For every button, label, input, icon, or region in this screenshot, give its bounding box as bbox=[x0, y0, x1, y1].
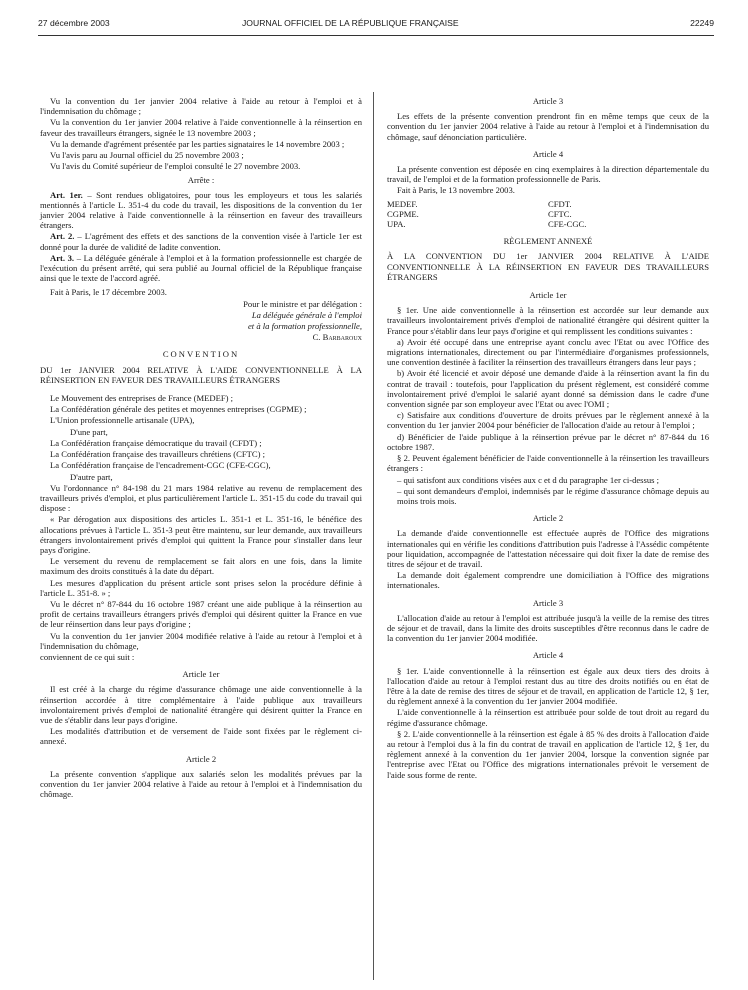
paragraph: La présente convention est déposée en cinq exemplaires à la direction départementale du travail, de l'emploi et de la formation professionnelle de Paris. bbox=[387, 164, 709, 185]
paragraph: L'Union professionnelle artisanale (UPA), bbox=[50, 415, 195, 426]
paragraph: § 1er. Une aide conventionnelle à la réinsertion est accordée sur leur demande aux travailleurs involontairement privés d'emploi de nationalité étrangère qui désirent quitter la France pour s'établir dans leur pays d'origine et qui remplissent les conditions suivantes : bbox=[387, 305, 709, 336]
header-journal-title: JOURNAL OFFICIEL DE LA RÉPUBLIQUE FRANÇAISE bbox=[242, 18, 459, 28]
paragraph: L'aide conventionnelle à la réinsertion est attribuée pour solde de tout droit au regard du régime d'assurance chômage. bbox=[387, 707, 709, 728]
convention-title: CONVENTION bbox=[162, 349, 240, 360]
signatory: CFTC. bbox=[548, 208, 572, 219]
paragraph: § 2. Peuvent également bénéficier de l'aide conventionnelle à la réinsertion les travailleurs étrangers : bbox=[387, 453, 709, 474]
paragraph: La présente convention s'applique aux salariés selon les modalités prévues par la convention du 1er janvier 2004 relative à l'aide au retour à l'emploi et à l'indemnisation du chômage. bbox=[40, 768, 362, 800]
signatory: UPA. bbox=[387, 219, 406, 230]
paragraph: « Par dérogation aux dispositions des articles L. 351-1 et L. 351-16, le bénéfice des allocations prévues à l'article L. 351-3 peut être maintenu, sur leur demande, aux travailleurs étrangers involontairement privés d'emploi qui quittent la France pour s'installer dans leur pays d'origine. bbox=[40, 514, 362, 555]
paragraph: La Confédération française démocratique du travail (CFDT) ; bbox=[50, 437, 262, 448]
page-header bbox=[38, 18, 714, 32]
header-rule bbox=[38, 35, 714, 36]
paragraph: Les mesures d'application du présent article sont prises selon la procédure définie à l'article L. 351-8. » ; bbox=[40, 577, 362, 598]
paragraph: Les modalités d'attribution et de versement de l'aide sont fixées par le règlement ci-annexé. bbox=[40, 726, 362, 747]
article-heading: Article 4 bbox=[532, 148, 564, 159]
header-date: 27 décembre 2003 bbox=[38, 18, 110, 28]
fait-line: Fait à Paris, le 17 décembre 2003. bbox=[50, 287, 167, 298]
article-label: Art. 3. bbox=[50, 252, 75, 263]
paragraph: Il est créé à la charge du régime d'assurance chômage une aide conventionnelle à la réinsertion accordée à titre complémentaire à l'aide publique aux travailleurs involontairement privés d'emploi de nationalité étrangère qui désirent quitter la France en vue de s'établir dans leur pays d'origine. bbox=[40, 684, 362, 725]
signatory-name: C. Barbaroux bbox=[312, 332, 362, 343]
paragraph: Vu la demande d'agrément présentée par les parties signataires le 14 novembre 2003 ; bbox=[50, 138, 345, 149]
paragraph: Le versement du revenu de remplacement se fait alors en une fois, dans la limite maximum des droits constitués à la date du départ. bbox=[40, 556, 362, 577]
paragraph: Les effets de la présente convention prendront fin en même temps que ceux de la convention du 1er janvier 2004 relative à l'aide au retour à l'emploi et à l'indemnisation du chômage, sauf dénonciation particulière. bbox=[387, 111, 709, 142]
paragraph: § 1er. L'aide conventionnelle à la réinsertion est égale aux deux tiers des droits à l'allocation d'aide au retour à l'emploi restant dus au titre des droits notifiés ou en état de l'être à la date de remise des titres de séjour et de travail, en application de l'article 12, § 1er, du règlement annexé à la convention du 1er janvier 2004 modifiée. bbox=[387, 665, 709, 707]
paragraph: Vu l'ordonnance n° 84-198 du 21 mars 1984 relative au revenu de remplacement des travailleurs privés d'emploi, et plus particulièrement l'article L. 351-15 du code du travail qui dispose : bbox=[40, 482, 362, 514]
list-item: – qui satisfont aux conditions visées aux c et d du paragraphe 1er ci-dessus ; bbox=[397, 474, 660, 485]
article-1-decree bbox=[40, 190, 362, 231]
reglement-title: RÈGLEMENT ANNEXÉ bbox=[503, 236, 593, 247]
article-3-decree bbox=[40, 253, 362, 284]
signatories bbox=[387, 199, 709, 230]
paragraph: La Confédération française des travailleurs chrétiens (CFTC) ; bbox=[50, 449, 266, 460]
delegation-title: et à la formation professionnelle, bbox=[247, 321, 362, 332]
paragraph: D'une part, bbox=[70, 426, 108, 437]
signatory: CFDT. bbox=[548, 198, 572, 209]
paragraph: conviennent de ce qui suit : bbox=[40, 651, 135, 662]
paragraph: L'allocation d'aide au retour à l'emploi est attribuée jusqu'à la veille de la remise des titres de séjour et de travail, dans la limite des droits susceptibles d'être reconnus dans le cadre de la convention du 1er janvier 2004 modifiée. bbox=[387, 612, 709, 644]
delegation-line: Pour le ministre et par délégation : bbox=[243, 298, 362, 309]
paragraph: Vu la convention du 1er janvier 2004 relative à l'aide au retour à l'emploi et à l'indemnisation du chômage ; bbox=[40, 96, 362, 117]
dash-list bbox=[387, 475, 709, 507]
paragraph: Vu l'avis du Comité supérieur de l'emploi consulté le 27 novembre 2003. bbox=[50, 161, 301, 172]
article-heading: Article 4 bbox=[532, 650, 564, 661]
header-page-number: 22249 bbox=[690, 18, 714, 28]
paragraph: La Confédération française de l'encadrement-CGC (CFE-CGC), bbox=[50, 460, 271, 471]
article-2-decree bbox=[40, 231, 362, 251]
paragraph: La demande doit également comprendre une domiciliation à l'Office des migrations internationales. bbox=[387, 570, 709, 591]
paragraph: D'autre part, bbox=[70, 471, 113, 482]
paragraph: Vu la convention du 1er janvier 2004 relative à l'aide conventionnelle à la réinsertion en faveur des travailleurs étrangers, signée le 13 novembre 2003 ; bbox=[40, 117, 362, 138]
article-heading: Article 2 bbox=[185, 753, 217, 764]
convention-subtitle: DU 1er JANVIER 2004 RELATIVE À L'AIDE CONVENTIONNELLE À LA RÉINSERTION EN FAVEUR DES TRAVAILLEURS ÉTRANGERS bbox=[40, 364, 362, 385]
article-heading: Article 1er bbox=[529, 290, 567, 301]
paragraph: La demande d'aide conventionnelle est effectuée auprès de l'Office des migrations internationales qui en vérifie les conditions d'attribution puis l'adresse à l'Assédic compétente pour liquidation, accompagnée de l'attestation nécessaire qui doit fixer la date de remise des titres de séjour et de travail. bbox=[387, 528, 709, 569]
article-label: Art. 2. bbox=[50, 231, 75, 242]
paragraph: Vu l'avis paru au Journal officiel du 25 novembre 2003 ; bbox=[50, 150, 244, 161]
signatory: CFE-CGC. bbox=[548, 219, 587, 230]
column-divider bbox=[373, 92, 374, 980]
arrete-heading: Arrête : bbox=[187, 175, 215, 186]
article-label: Art. 1er. bbox=[50, 189, 83, 200]
article-heading: Article 3 bbox=[532, 597, 564, 608]
reglement-subtitle: À LA CONVENTION DU 1er JANVIER 2004 RELATIVE À L'AIDE CONVENTIONNELLE À LA RÉINSERTION EN FAVEUR DES TRAVAILLEURS ÉTRANGERS bbox=[387, 251, 709, 282]
paragraph: § 2. L'aide conventionnelle à la réinsertion est égale à 85 % des droits à l'allocation d'aide au retour à l'emploi dus à la fin du contrat de travail en application de l'article 12, § 1er, du règlement annexé à la convention du 1er janvier 2004, lorsque la convention signée par l'entreprise avec l'Etat ou l'Office des migrations internationales prévoit le versement de l'aide sous forme de rente. bbox=[387, 728, 709, 780]
left-column bbox=[40, 96, 362, 800]
article-heading: Article 2 bbox=[532, 513, 564, 524]
signatory: CGPME. bbox=[387, 208, 419, 219]
delegation-title: La déléguée générale à l'emploi bbox=[251, 309, 362, 320]
list-item: – qui sont demandeurs d'emploi, indemnisés par le régime d'assurance chômage depuis au moins trois mois. bbox=[397, 485, 709, 506]
article-text: – Sont rendues obligatoires, pour tous les employeurs et tous les salariés mentionnés à l'article L. 351-4 du code du travail, les dispositions de la convention du 1er janvier 2004 relative à l'aide conventionnelle à la réinsertion en faveur des travailleurs étrangers. bbox=[40, 189, 362, 231]
paragraph: Vu le décret n° 87-844 du 16 octobre 1987 créant une aide publique à la réinsertion au profit de certains travailleurs étrangers privés d'emploi qui désirent quitter la France en vue de leur réinsertion dans leur pays d'origine ; bbox=[40, 598, 362, 630]
paragraph: Fait à Paris, le 13 novembre 2003. bbox=[397, 185, 515, 196]
paragraph: a) Avoir été occupé dans une entreprise ayant conclu avec l'Etat ou avec l'Office des migrations internationales, directement ou par l'intermédiaire d'organismes professionnels, une convention destinée à faciliter la réinsertion des travailleurs étrangers dans leur pays ; bbox=[387, 336, 709, 368]
paragraph: La Confédération générale des petites et moyennes entreprises (CGPME) ; bbox=[50, 404, 307, 415]
paragraph: Vu la convention du 1er janvier 2004 modifiée relative à l'aide au retour à l'emploi et à l'indemnisation du chômage, bbox=[40, 630, 362, 651]
signatory: MEDEF. bbox=[387, 198, 418, 209]
paragraph: Le Mouvement des entreprises de France (MEDEF) ; bbox=[50, 393, 234, 404]
paragraph: c) Satisfaire aux conditions d'ouverture de droits prévues par le règlement annexé à la convention du 1er janvier 2004 pour bénéficier de l'allocation d'aide au retour à l'emploi ; bbox=[387, 410, 709, 431]
article-heading: Article 3 bbox=[532, 96, 564, 106]
article-text: – La déléguée générale à l'emploi et à la formation professionnelle est chargée de l'exécution du présent arrêté, qui sera publié au Journal officiel de la République française ainsi que le texte de l'accord agréé. bbox=[40, 252, 362, 284]
paragraph: b) Avoir été licencié et avoir déposé une demande d'aide à la réinsertion avant la fin du contrat de travail : toutefois, pour l'application du présent règlement, est considéré comme involontairement privé d'emploi le salarié ayant donné sa démission dans le cadre d'une convention signée par son employeur avec l'Etat ou avec l'OMI ; bbox=[387, 368, 709, 410]
article-text: – L'agrément des effets et des sanctions de la convention visée à l'article 1er est donné pour la durée de validité de ladite convention. bbox=[40, 231, 362, 252]
right-column bbox=[387, 96, 709, 781]
article-heading: Article 1er bbox=[182, 669, 220, 680]
paragraph: d) Bénéficier de l'aide publique à la réinsertion prévue par le décret n° 87-844 du 16 octobre 1987. bbox=[387, 431, 709, 452]
